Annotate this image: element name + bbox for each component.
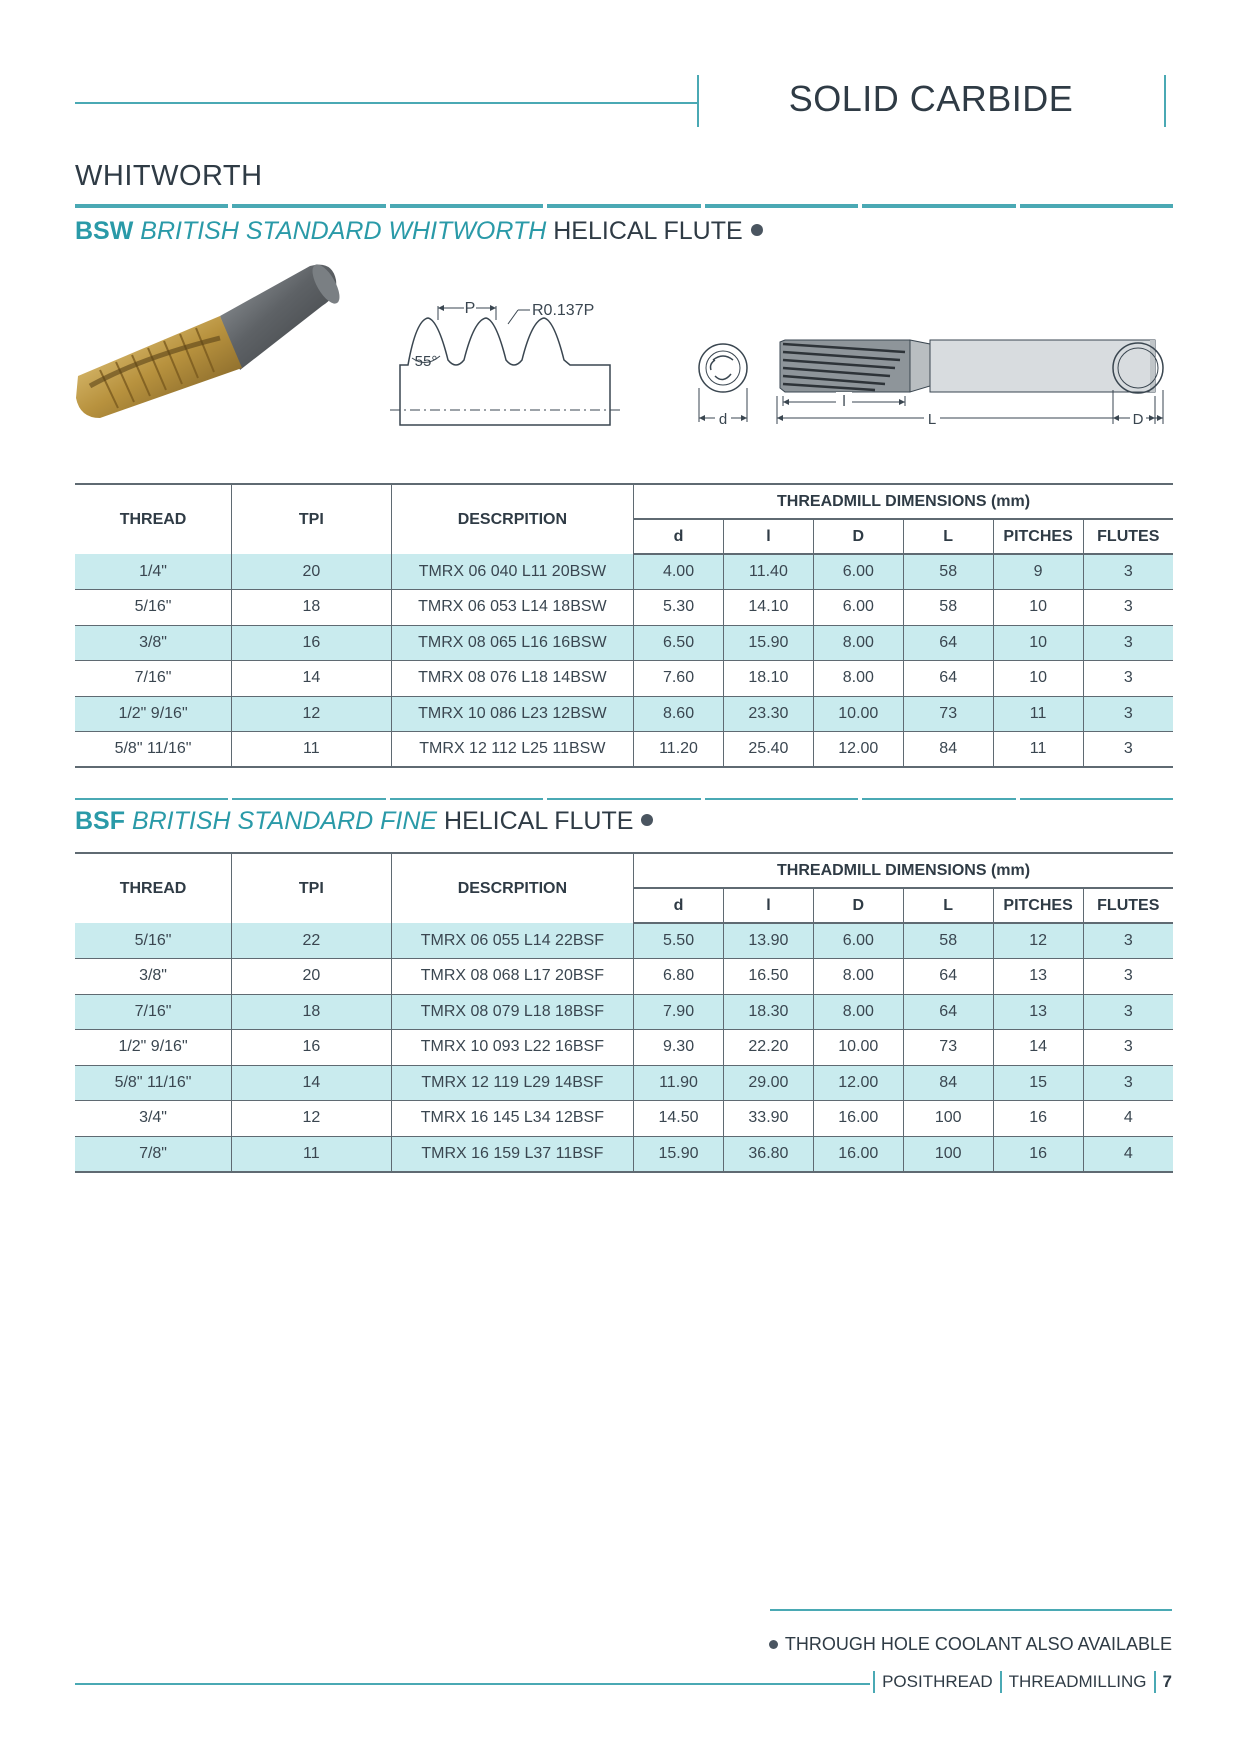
col-thread: THREAD	[75, 484, 232, 554]
col-description: DESCRPITION	[391, 484, 633, 554]
cell: TMRX 08 076 L18 14BSW	[391, 661, 633, 697]
cell: 1/2" 9/16"	[75, 696, 232, 732]
footer-separator	[873, 1671, 875, 1693]
coolant-dot-icon	[769, 1640, 778, 1649]
cell: 14	[232, 661, 392, 697]
cell: 16.50	[723, 959, 813, 995]
cell: 12	[993, 923, 1083, 959]
footer-brand-name: POSITHREAD	[882, 1672, 993, 1691]
cell: 3	[1083, 554, 1173, 590]
cell: 5/8" 11/16"	[75, 732, 232, 768]
pitch-label: P	[464, 300, 476, 317]
col-L: L	[903, 888, 993, 923]
cell: 18.30	[723, 994, 813, 1030]
bsw-code: BSW	[75, 217, 134, 245]
cell: 20	[232, 554, 392, 590]
cell: 9	[993, 554, 1083, 590]
cell: TMRX 08 079 L18 18BSF	[391, 994, 633, 1030]
cell: TMRX 16 145 L34 12BSF	[391, 1101, 633, 1137]
cell: 4.00	[634, 554, 724, 590]
cell: 6.00	[813, 923, 903, 959]
cell: 3	[1083, 625, 1173, 661]
cell: 10	[993, 625, 1083, 661]
col-d: d	[634, 888, 724, 923]
cell: 12	[232, 696, 392, 732]
cell: 100	[903, 1101, 993, 1137]
cell: 1/4"	[75, 554, 232, 590]
cell: 16	[993, 1101, 1083, 1137]
col-l: l	[723, 888, 813, 923]
header-rule	[75, 102, 697, 104]
bsw-suffix: HELICAL FLUTE	[553, 217, 743, 245]
cell: 36.80	[723, 1136, 813, 1172]
table-row	[75, 1065, 1173, 1101]
dim-l-label: l	[842, 393, 846, 410]
cell: 3/8"	[75, 959, 232, 995]
cell: 22	[232, 923, 392, 959]
cell: 6.00	[813, 590, 903, 626]
cell: TMRX 10 093 L22 16BSF	[391, 1030, 633, 1066]
cell: 58	[903, 554, 993, 590]
cell: 3	[1083, 1065, 1173, 1101]
cell: 84	[903, 732, 993, 768]
cell: 8.00	[813, 661, 903, 697]
table-row	[75, 1030, 1173, 1066]
tool-dimension-drawing	[695, 330, 1170, 430]
shank-end-view	[1108, 336, 1172, 430]
table-row	[75, 1101, 1173, 1137]
cell: 9.30	[634, 1030, 724, 1066]
bsf-name: BRITISH STANDARD FINE	[131, 807, 438, 835]
cell: 11.20	[634, 732, 724, 768]
cell: 16.00	[813, 1136, 903, 1172]
cell: 7.60	[634, 661, 724, 697]
section-rule-2	[75, 798, 1173, 802]
cell: 13	[993, 994, 1083, 1030]
cell: 3	[1123, 1038, 1133, 1056]
bsw-spec-table	[75, 483, 1173, 768]
cell: 3	[1123, 598, 1133, 616]
cell: 64	[903, 994, 993, 1030]
coolant-note-text: THROUGH HOLE COOLANT ALSO AVAILABLE	[784, 1634, 1172, 1654]
cell: 13.90	[723, 923, 813, 959]
col-d: d	[634, 519, 724, 554]
cell: 3	[1083, 923, 1173, 959]
cell: 64	[903, 625, 993, 661]
cell: 16	[993, 1136, 1083, 1172]
bsf-suffix: HELICAL FLUTE	[444, 807, 634, 835]
cell: 8.00	[813, 625, 903, 661]
cell: 64	[903, 661, 993, 697]
cell: 16	[232, 625, 392, 661]
table-row	[75, 1136, 1173, 1172]
col-D: D	[813, 519, 903, 554]
col-description: DESCRPITION	[391, 853, 633, 923]
cell: TMRX 08 068 L17 20BSF	[391, 959, 633, 995]
cell: 23.30	[723, 696, 813, 732]
cell: 12.00	[813, 732, 903, 768]
cell: 3/8"	[75, 625, 232, 661]
cell: 6.80	[634, 959, 724, 995]
cell: 10	[993, 590, 1083, 626]
col-flutes: FLUTES	[1083, 888, 1173, 923]
cell: 3	[1123, 740, 1133, 757]
coolant-dot-icon	[751, 224, 763, 236]
angle-label: 55°	[414, 353, 438, 370]
cell: 13	[993, 959, 1083, 995]
cell: TMRX 06 040 L11 20BSW	[391, 554, 633, 590]
table-row	[75, 554, 1173, 590]
cell: 73	[903, 696, 993, 732]
cell: 12	[232, 1101, 392, 1137]
cell: 7.90	[634, 994, 724, 1030]
bsf-code: BSF	[75, 807, 125, 835]
cell: TMRX 12 119 L29 14BSF	[391, 1065, 633, 1101]
cell: 7/16"	[75, 661, 232, 697]
cell: 3	[1083, 994, 1173, 1030]
cell: 5.30	[634, 590, 724, 626]
cell: TMRX 12 112 L25 11BSW	[391, 732, 633, 768]
table-row	[75, 732, 1173, 768]
dim-L-label: L	[927, 411, 937, 428]
cell: 14.10	[723, 590, 813, 626]
bsw-heading	[75, 217, 763, 246]
cell: 64	[903, 959, 993, 995]
col-D: D	[813, 888, 903, 923]
cell: 16.00	[813, 1101, 903, 1137]
header-divider-left	[697, 75, 699, 127]
cell: 25.40	[723, 732, 813, 768]
cell: 3/4"	[75, 1101, 232, 1137]
cell: 14	[232, 1065, 392, 1101]
cell: TMRX 06 053 L14 18BSW	[391, 590, 633, 626]
col-thread: THREAD	[75, 853, 232, 923]
cell: 8.00	[813, 994, 903, 1030]
cell: 11.90	[634, 1065, 724, 1101]
cell: 5/16"	[75, 923, 232, 959]
coolant-note	[769, 1634, 1172, 1655]
cell: 5.50	[634, 923, 724, 959]
cell: TMRX 10 086 L23 12BSW	[391, 696, 633, 732]
cell: 4	[1083, 1136, 1173, 1172]
coolant-dot-icon	[641, 814, 653, 826]
cell: 10	[993, 661, 1083, 697]
cell: 18	[232, 590, 392, 626]
table-row	[75, 590, 1173, 626]
cell: 3	[1083, 696, 1173, 732]
cell: 84	[903, 1065, 993, 1101]
header-divider-right	[1164, 75, 1166, 127]
cell: 100	[903, 1136, 993, 1172]
cell: 20	[232, 959, 392, 995]
table-row	[75, 994, 1173, 1030]
cell: TMRX 06 055 L14 22BSF	[391, 923, 633, 959]
cell: 5/8" 11/16"	[75, 1065, 232, 1101]
threadmill-photo	[70, 258, 340, 428]
col-l: l	[723, 519, 813, 554]
cell: 5/16"	[75, 590, 232, 626]
cell: 11	[993, 696, 1083, 732]
cell: 10.00	[813, 1030, 903, 1066]
bsf-heading	[75, 807, 653, 836]
cell: 7/16"	[75, 994, 232, 1030]
cell: 73	[903, 1030, 993, 1066]
cell: TMRX 16 159 L37 11BSF	[391, 1136, 633, 1172]
table-row	[75, 625, 1173, 661]
cell: 14	[993, 1030, 1083, 1066]
cell: 18.10	[723, 661, 813, 697]
footer-rule-top	[770, 1609, 1172, 1611]
cell: 8.60	[634, 696, 724, 732]
cell: 14.50	[634, 1101, 724, 1137]
table-row	[75, 696, 1173, 732]
footer-brand	[866, 1671, 1172, 1693]
cell: 3	[1123, 669, 1133, 687]
col-L: L	[903, 519, 993, 554]
cell: 12.00	[813, 1065, 903, 1101]
cell: 10.00	[813, 696, 903, 732]
col-tpi: TPI	[232, 484, 392, 554]
dim-D-label: D	[1132, 411, 1144, 428]
page-number: 7	[1162, 1672, 1172, 1691]
cell: 58	[903, 923, 993, 959]
page-category-title: SOLID CARBIDE	[788, 78, 1074, 119]
cell: 58	[903, 590, 993, 626]
cell: 11.40	[723, 554, 813, 590]
cell: 11	[232, 732, 392, 768]
bsf-spec-table	[75, 852, 1173, 1173]
cell: 11	[232, 1136, 392, 1172]
footer-separator	[1154, 1671, 1156, 1693]
cell: 15.90	[723, 625, 813, 661]
footer-rule-bottom	[75, 1683, 870, 1685]
thread-profile-diagram	[390, 290, 620, 430]
cell: 7/8"	[75, 1136, 232, 1172]
cell: TMRX 08 065 L16 16BSW	[391, 625, 633, 661]
cell: 22.20	[723, 1030, 813, 1066]
cell: 3	[1123, 967, 1133, 985]
col-group-dimensions: THREADMILL DIMENSIONS (mm)	[634, 853, 1173, 888]
cell: 6.50	[634, 625, 724, 661]
cell: 6.00	[813, 554, 903, 590]
table-row	[75, 923, 1173, 959]
section-rule	[75, 204, 1173, 208]
col-pitches: PITCHES	[993, 519, 1083, 554]
cell: 29.00	[723, 1065, 813, 1101]
dim-d-label: d	[718, 411, 728, 428]
cell: 15	[993, 1065, 1083, 1101]
cell: 16	[232, 1030, 392, 1066]
footer-section-name: THREADMILLING	[1008, 1672, 1147, 1691]
cell: 15.90	[634, 1136, 724, 1172]
radius-label: R0.137P	[532, 302, 595, 319]
section-title: WHITWORTH	[75, 160, 263, 192]
col-tpi: TPI	[232, 853, 392, 923]
col-group-dimensions: THREADMILL DIMENSIONS (mm)	[634, 484, 1173, 519]
footer-separator	[1000, 1671, 1002, 1693]
table-row	[75, 661, 1173, 697]
col-pitches: PITCHES	[993, 888, 1083, 923]
cell: 1/2" 9/16"	[75, 1030, 232, 1066]
cell: 33.90	[723, 1101, 813, 1137]
table-row	[75, 959, 1173, 995]
bsw-name: BRITISH STANDARD WHITWORTH	[140, 217, 547, 245]
cell: 4	[1123, 1109, 1133, 1127]
cell: 18	[232, 994, 392, 1030]
col-flutes: FLUTES	[1083, 519, 1173, 554]
cell: 11	[993, 732, 1083, 768]
cell: 8.00	[813, 959, 903, 995]
